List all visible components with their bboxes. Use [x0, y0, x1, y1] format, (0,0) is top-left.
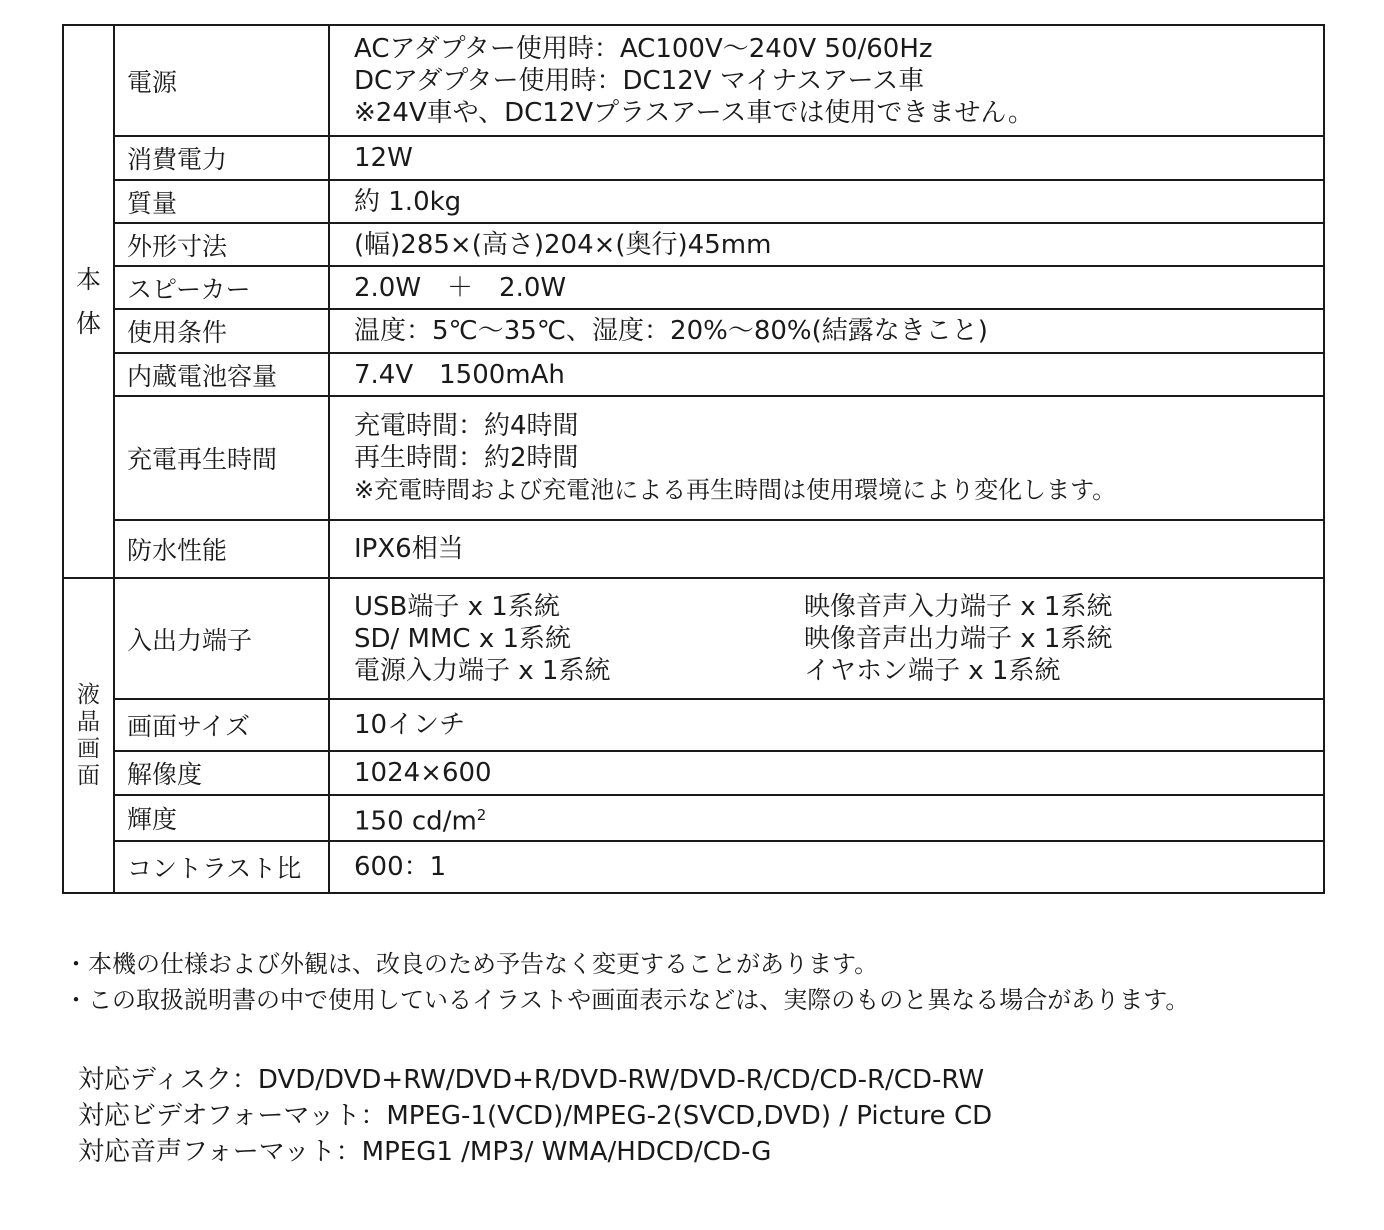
row-value-waterproof: IPX6相当 — [329, 520, 1324, 578]
row-value-resolution: 1024×600 — [329, 751, 1324, 795]
row-label-power: 電源 — [114, 25, 329, 136]
spec-table — [62, 24, 1325, 894]
ports-right-list: 映像音声入力端子 x 1系統 映像音声出力端子 x 1系統 イヤホン端子 x 1系統 — [804, 591, 1113, 686]
row-value-weight: 約 1.0kg — [329, 180, 1324, 223]
row-value-dimensions: (幅)285×(高さ)204×(奥行)45mm — [329, 223, 1324, 266]
supported-formats — [78, 1062, 992, 1170]
note-item: ・この取扱説明書の中で使用しているイラストや画面表示などは、実際のものと異なる場合があります。 — [64, 986, 1190, 1014]
row-label-screen-size: 画面サイズ — [114, 699, 329, 751]
group-label-lcd: 液 晶 画 面 — [63, 578, 114, 893]
row-value-charge-time: 充電時間：約4時間 再生時間：約2時間 ※充電時間および充電池による再生時間は使用環境により変化します。 — [329, 396, 1324, 520]
row-value-conditions: 温度：5℃〜35℃、湿度：20%〜80%(結露なきこと) — [329, 309, 1324, 353]
format-audio: 対応音声フォーマット：MPEG1 /MP3/ WMA/HDCD/CD-G — [78, 1137, 772, 1167]
row-value-brightness: 150 $cd/m^2$ — [329, 795, 1324, 841]
row-label-brightness: 輝度 — [114, 795, 329, 841]
format-discs: 対応ディスク：DVD/DVD+RW/DVD+R/DVD-RW/DVD-R/CD/CD-R/CD-RW — [78, 1065, 985, 1095]
row-label-dimensions: 外形寸法 — [114, 223, 329, 266]
format-video: 対応ビデオフォーマット：MPEG-1(VCD)/MPEG-2(SVCD,DVD) / Picture CD — [78, 1101, 993, 1131]
row-label-battery: 内蔵電池容量 — [114, 353, 329, 396]
row-value-contrast: 600：1 — [329, 841, 1324, 893]
row-label-speaker: スピーカー — [114, 266, 329, 309]
row-label-waterproof: 防水性能 — [114, 520, 329, 578]
note-item: ・本機の仕様および外観は、改良のため予告なく変更することがあります。 — [64, 950, 879, 978]
row-label-contrast: コントラスト比 — [114, 841, 329, 893]
row-label-weight: 質量 — [114, 180, 329, 223]
row-value-screen-size: 10インチ — [329, 699, 1324, 751]
ports-left-list: USB端子 x 1系統 SD/ MMC x 1系統 電源入力端子 x 1系統 — [354, 591, 611, 686]
row-label-resolution: 解像度 — [114, 751, 329, 795]
row-label-conditions: 使用条件 — [114, 309, 329, 353]
row-value-power: ACアダプター使用時：AC100V〜240V 50/60Hz DCアダプター使用時：DC12V マイナスアース車 ※24V車や、DC12Vプラスアース車では使用できません。 — [329, 25, 1324, 136]
row-label-ports: 入出力端子 — [114, 578, 329, 699]
row-label-consumption: 消費電力 — [114, 136, 329, 180]
row-value-consumption: 12W — [329, 136, 1324, 180]
row-value-speaker: 2.0W ＋ 2.0W — [329, 266, 1324, 309]
group-label-body: 本 体 — [63, 25, 114, 578]
row-label-charge-time: 充電再生時間 — [114, 396, 329, 520]
row-value-ports — [329, 578, 1324, 699]
row-value-battery: 7.4V 1500mAh — [329, 353, 1324, 396]
notes — [64, 946, 1189, 1018]
